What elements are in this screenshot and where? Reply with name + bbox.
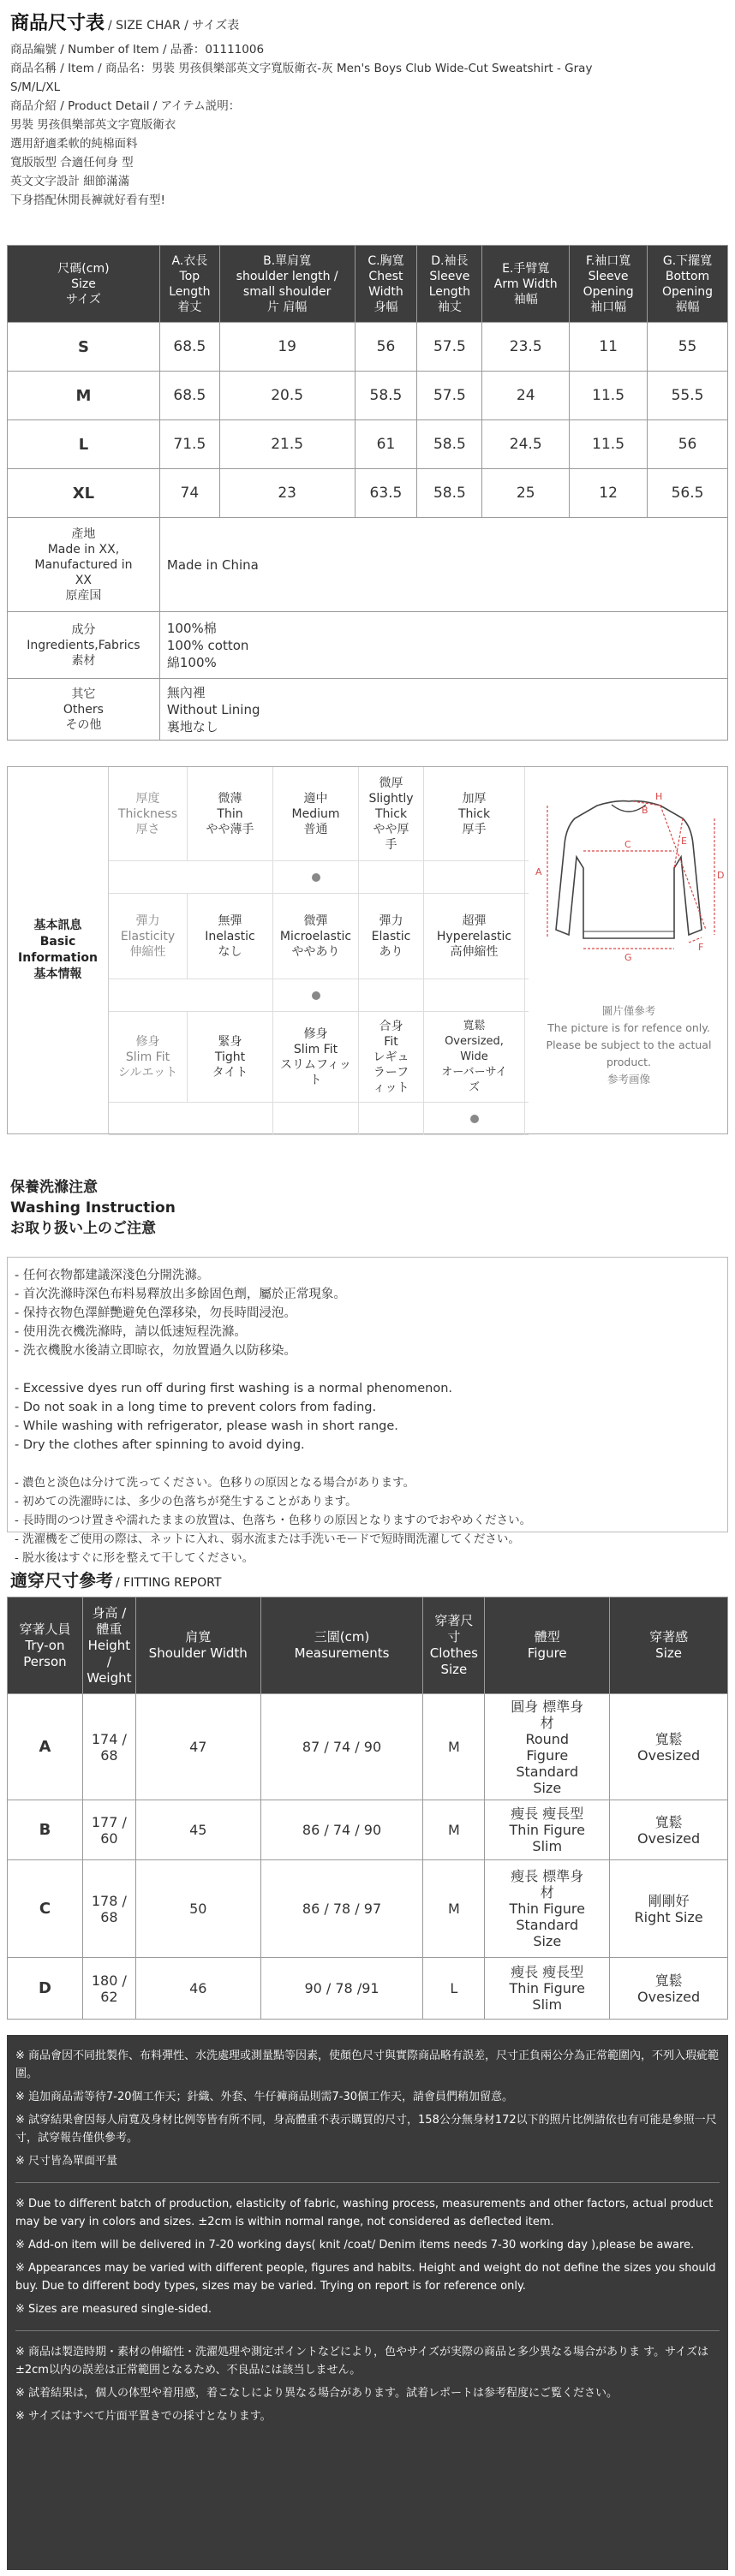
- value-cell: M: [423, 1800, 485, 1860]
- note-line: ※ サイズはすべて片面平置きでの採寸となります。: [15, 2410, 272, 2423]
- note-line: ※ Add-on item will be delivered in 7-20 working days( knit /coat/ Denim items needs 7-30 working day ),please be aware.: [15, 2239, 695, 2252]
- value-cell: 86 / 74 / 90: [260, 1800, 423, 1860]
- wash-line: - 初めての洗濯時には、多少の色落ちが発生することがあります。: [15, 1495, 357, 1508]
- fit-option: 緊身 Tight タイト: [188, 1012, 273, 1102]
- header-sleeve-length: D.袖長 Sleeve Length 袖丈: [417, 246, 482, 323]
- material-row: [8, 612, 728, 679]
- header-bottom-opening: G.下擺寬 Bottom Opening 裾幅: [648, 246, 728, 323]
- other-value: 無內裡 Without Lining 裏地なし: [159, 679, 727, 741]
- elasticity-indicator-row: [109, 979, 529, 1012]
- value-cell: 177 / 60: [82, 1800, 135, 1860]
- value-cell: 12: [570, 469, 648, 518]
- value-cell: 剛剛好 Right Size: [610, 1860, 728, 1958]
- indicator-cell: [424, 1103, 525, 1134]
- value-cell: 74: [159, 469, 219, 518]
- value-cell: 55.5: [648, 372, 728, 420]
- table-row: [8, 1694, 728, 1800]
- diagram-letter: H: [655, 791, 663, 802]
- header-chest: C.胸寬 Chest Width 身幅: [355, 246, 417, 323]
- indicator-cell: [188, 979, 273, 1011]
- size-cell: XL: [8, 469, 160, 518]
- value-cell: M: [423, 1694, 485, 1800]
- wash-line: - Dry the clothes after spinning to avoid dying.: [15, 1438, 305, 1452]
- other-row: [8, 679, 728, 741]
- value-cell: 46: [135, 1958, 260, 2020]
- elasticity-option: 微彈 Microelastic ややあり: [273, 894, 359, 979]
- origin-label: 產地 Made in XX, Manufactured in XX 原産国: [8, 518, 160, 612]
- thickness-option: 微薄 Thin やや薄手: [188, 767, 273, 860]
- diagram-letter: B: [642, 805, 648, 816]
- note-line: ※ Due to different batch of production, elasticity of fabric, washing process, measurements and other factors, actual product may be vary in colors and sizes. ±2cm is within normal range, not considered as deflected item.: [15, 2198, 714, 2228]
- indicator-cell: [424, 861, 525, 893]
- thickness-row: [109, 767, 529, 861]
- value-cell: 45: [135, 1800, 260, 1860]
- attribute-grid: [109, 767, 529, 1133]
- value-cell: 圓身 標準身 材 Round Figure Standard Size: [485, 1694, 610, 1800]
- thickness-option: 適中 Medium 普通: [273, 767, 359, 860]
- note-line: ※ 追加商品需等待7-20個工作天；針織、外套、牛仔褲商品則需7-30個工作天，請會員們稍加留意。: [15, 2091, 514, 2103]
- value-cell: 180 / 62: [82, 1958, 135, 2020]
- material-value: 100%棉 100% cotton 綿100%: [159, 612, 727, 679]
- value-cell: 11.5: [570, 372, 648, 420]
- diagram-letter: D: [717, 870, 725, 881]
- value-cell: 58.5: [417, 420, 482, 469]
- diagram-letter: A: [535, 866, 542, 878]
- washing-instructions: [7, 1257, 728, 1565]
- value-cell: 57.5: [417, 323, 482, 372]
- value-cell: L: [423, 1958, 485, 2020]
- indicator-cell: [424, 979, 525, 1011]
- value-cell: 174 / 68: [82, 1694, 135, 1800]
- wash-line: - 洗衣機脫水後請立即晾衣，勿放置過久以防移染。: [15, 1344, 296, 1358]
- size-table-header-row: [8, 246, 728, 323]
- note-line: ※ Sizes are measured single-sided.: [15, 2303, 212, 2316]
- fit-option: 修身 Slim Fit スリムフィッ ト: [273, 1012, 359, 1102]
- note-line: ※ 尺寸皆為單面平量: [15, 2155, 118, 2168]
- elasticity-row: [109, 894, 529, 979]
- basic-info-label: 基本訊息 Basic Information 基本情報: [8, 767, 109, 1133]
- notes-divider: [15, 2182, 720, 2183]
- fit-label: 修身 Slim Fit シルエット: [109, 1012, 188, 1102]
- elasticity-label: 彈力 Elasticity 伸縮性: [109, 894, 188, 979]
- wash-line: - 洗濯機をご使用の際は、ネットに入れ、弱水流または手洗いモードで短時間洗濯してください。: [15, 1532, 520, 1546]
- value-cell: 寬鬆 Ovesized: [610, 1958, 728, 2020]
- info-line: 商品名稱 / Item / 商品名：男裝 男孩俱樂部英文字寬版衛衣-灰 Men's Boys Club Wide-Cut Sweatshirt - Gray: [10, 62, 593, 75]
- header-shoulder: B.單肩寬 shoulder length / small shoulder 片 肩幅: [219, 246, 355, 323]
- wash-line: - 長時間のつけ置きや濡れたままの放置は、色落ち・色移りの原因となりますのでおやめください。: [15, 1514, 532, 1527]
- title-subtitle: / SIZE CHAR / サイズ表: [108, 19, 240, 33]
- selected-dot-icon: [470, 1115, 479, 1123]
- indicator-cell: [273, 1103, 359, 1134]
- value-cell: 25: [482, 469, 570, 518]
- table-row: [8, 323, 728, 372]
- fit-option: 合身 Fit レギュ ラーフ ィット: [359, 1012, 424, 1102]
- value-cell: 47: [135, 1694, 260, 1800]
- value-cell: 23.5: [482, 323, 570, 372]
- value-cell: 23: [219, 469, 355, 518]
- person-cell: B: [8, 1800, 83, 1860]
- thickness-indicator-row: [109, 861, 529, 894]
- value-cell: M: [423, 1860, 485, 1958]
- info-line: 下身搭配休閒長褲就好看有型!: [10, 193, 165, 207]
- value-cell: 20.5: [219, 372, 355, 420]
- header-height-weight: 身高 / 體重 Height / Weight: [82, 1597, 135, 1694]
- diagram-letter: E: [681, 836, 687, 847]
- wash-line: - 使用洗衣機洗滌時，請以低速短程洗滌。: [15, 1325, 247, 1339]
- table-row: [8, 420, 728, 469]
- value-cell: 55: [648, 323, 728, 372]
- value-cell: 50: [135, 1860, 260, 1958]
- diagram-caption: 圖片僅參考 The picture is for refence only. Please be subject to the actual product. 参考画像: [546, 1004, 712, 1086]
- indicator-cell: [188, 861, 273, 893]
- header-size: 尺碼(cm) Size サイズ: [8, 246, 160, 323]
- value-cell: 58.5: [417, 469, 482, 518]
- wash-line: - 濃色と淡色は分けて洗ってください。色移りの原因となる場合があります。: [15, 1476, 415, 1490]
- notes-divider: [15, 2330, 720, 2331]
- note-line: ※ 商品會因不同批製作、布料彈性、水洗處理或測量點等因素，使顏色尺寸與實際商品略有誤差，尺寸正負兩公分為正常範圍內，不列入瑕疵範圍。: [15, 2049, 720, 2080]
- indicator-cell: [359, 979, 424, 1011]
- wash-line: - 首次洗滌時深色布料易釋放出多餘固色劑，屬於正常現象。: [15, 1288, 346, 1301]
- fit-indicator-row: [109, 1103, 529, 1135]
- size-cell: M: [8, 372, 160, 420]
- selected-dot-icon: [312, 873, 320, 882]
- note-line: ※ 試着結果は，個人の体型や着用感，着こなしにより異なる場合があります。試着レポートは参考程度にご覧ください。: [15, 2387, 618, 2400]
- value-cell: 57.5: [417, 372, 482, 420]
- selected-dot-icon: [312, 991, 320, 1000]
- header-fit-feel: 穿著感 Size: [610, 1597, 728, 1694]
- value-cell: 178 / 68: [82, 1860, 135, 1958]
- thickness-option: 加厚 Thick 厚手: [424, 767, 525, 860]
- info-line: 商品介紹 / Product Detail / アイテム説明：: [10, 99, 241, 113]
- table-row: [8, 1800, 728, 1860]
- indicator-cell: [273, 861, 359, 893]
- diagram-letter: G: [624, 952, 632, 963]
- header-sleeve-opening: F.袖口寬 Sleeve Opening 袖口幅: [570, 246, 648, 323]
- value-cell: 63.5: [355, 469, 417, 518]
- value-cell: 19: [219, 323, 355, 372]
- value-cell: 68.5: [159, 372, 219, 420]
- origin-row: [8, 518, 728, 612]
- value-cell: 56: [648, 420, 728, 469]
- value-cell: 90 / 78 /91: [260, 1958, 423, 2020]
- value-cell: 寬鬆 Ovesized: [610, 1800, 728, 1860]
- fit-row: [109, 1012, 529, 1103]
- fitting-title-text: 適穿尺寸參考: [10, 1570, 113, 1591]
- other-label: 其它 Others その他: [8, 679, 160, 741]
- elasticity-option: 超彈 Hyperelastic 高伸縮性: [424, 894, 525, 979]
- value-cell: 瘦長 瘦長型 Thin Figure Slim: [485, 1800, 610, 1860]
- value-cell: 寬鬆 Ovesized: [610, 1694, 728, 1800]
- value-cell: 11: [570, 323, 648, 372]
- table-row: [8, 469, 728, 518]
- value-cell: 61: [355, 420, 417, 469]
- table-row: [8, 1958, 728, 2020]
- indicator-cell: [359, 861, 424, 893]
- elasticity-option: 彈力 Elastic あり: [359, 894, 424, 979]
- value-cell: 68.5: [159, 323, 219, 372]
- indicator-cell: [359, 1103, 424, 1134]
- info-line: 選用舒適柔軟的純棉面料: [10, 137, 138, 151]
- fitting-title: [10, 1567, 221, 1591]
- note-line: ※ 商品は製造時期・素材の伸縮性・洗濯処理や測定ポイントなどにより，色やサイズが実際の商品と多少異なる場合がありま す。サイズは±2cm以内の誤差は正常範囲となるため、不良品には該当しません。: [15, 2346, 709, 2377]
- size-cell: L: [8, 420, 160, 469]
- value-cell: 瘦長 瘦長型 Thin Figure Slim: [485, 1958, 610, 2020]
- size-cell: S: [8, 323, 160, 372]
- fitting-table: [7, 1597, 728, 2020]
- header-top-length: A.衣長 Top Length 着丈: [159, 246, 219, 323]
- info-line: 商品編號 / Number of Item / 品番：01111006: [10, 43, 265, 57]
- wash-line: - 脱水後はすぐに形を整えて干してください。: [15, 1551, 254, 1565]
- value-cell: 11.5: [570, 420, 648, 469]
- header-figure: 體型 Figure: [485, 1597, 610, 1694]
- origin-value: Made in China: [159, 518, 727, 612]
- sweater-diagram-icon: [530, 767, 727, 998]
- person-cell: A: [8, 1694, 83, 1800]
- header-clothes-size: 穿著尺 寸 Clothes Size: [423, 1597, 485, 1694]
- value-cell: 86 / 78 / 97: [260, 1860, 423, 1958]
- washing-title: 保養洗滌注意 Washing Instruction お取り扱い上のご注意: [10, 1179, 176, 1237]
- title-text: 商品尺寸表: [10, 13, 105, 34]
- notes-panel: [7, 2035, 728, 2570]
- table-row: [8, 1860, 728, 1958]
- header-arm-width: E.手臂寬 Arm Width 袖幅: [482, 246, 570, 323]
- wash-line: - 任何衣物都建議深淺色分開洗滌。: [15, 1269, 210, 1282]
- indicator-cell: [188, 1103, 273, 1134]
- info-line: S/M/L/XL: [10, 80, 61, 94]
- person-cell: C: [8, 1860, 83, 1958]
- value-cell: 21.5: [219, 420, 355, 469]
- wash-line: - Excessive dyes run off during first washing is a normal phenomenon.: [15, 1382, 452, 1395]
- fitting-title-sub: / FITTING REPORT: [116, 1576, 222, 1590]
- product-info: [10, 40, 725, 210]
- info-line: 男裝 男孩俱樂部英文字寬版衛衣: [10, 118, 176, 132]
- value-cell: 56.5: [648, 469, 728, 518]
- value-cell: 58.5: [355, 372, 417, 420]
- thickness-option: 微厚 Slightly Thick やや厚 手: [359, 767, 424, 860]
- wash-line: - Do not soak in a long time to prevent colors from fading.: [15, 1401, 377, 1414]
- indicator-cell: [273, 979, 359, 1011]
- fitting-header-row: [8, 1597, 728, 1694]
- person-cell: D: [8, 1958, 83, 2020]
- wash-line: - 保持衣物色澤鮮艷避免色澤移染，勿長時間浸泡。: [15, 1306, 296, 1320]
- value-cell: 24.5: [482, 420, 570, 469]
- value-cell: 56: [355, 323, 417, 372]
- diagram-letter: F: [698, 942, 704, 953]
- elasticity-option: 無彈 Inelastic なし: [188, 894, 273, 979]
- header-person: 穿著人員 Try-on Person: [8, 1597, 83, 1694]
- note-line: ※ Appearances may be varied with different people, figures and habits. Height and weight do not define the sizes you should buy. Due to different body types, sizes may be varied. Trying on report is for reference only.: [15, 2262, 716, 2293]
- basic-info-panel: [7, 766, 728, 1134]
- size-table: [7, 245, 728, 741]
- diagram-letter: C: [624, 839, 631, 850]
- fit-option: 寬鬆 Oversized, Wide オーバーサイ ズ: [424, 1012, 525, 1102]
- sweater-diagram-panel: [530, 767, 727, 1133]
- table-row: [8, 372, 728, 420]
- header-measurements: 三圍(cm) Measurements: [260, 1597, 423, 1694]
- value-cell: 87 / 74 / 90: [260, 1694, 423, 1800]
- info-line: 寬版版型 合適任何身 型: [10, 156, 134, 170]
- value-cell: 瘦長 標準身 材 Thin Figure Standard Size: [485, 1860, 610, 1958]
- wash-line: - While washing with refrigerator, please wash in short range.: [15, 1419, 398, 1433]
- page-title: [10, 9, 725, 35]
- header-shoulder-width: 肩寬 Shoulder Width: [135, 1597, 260, 1694]
- thickness-label: 厚度 Thickness 厚さ: [109, 767, 188, 860]
- header: [0, 0, 735, 210]
- material-label: 成分 Ingredients,Fabrics 素材: [8, 612, 160, 679]
- note-line: ※ 試穿結果會因每人肩寬及身材比例等皆有所不同，身高體重不表示購買的尺寸，158公分無身材172以下的照片比例請依也有可能是參照一尺寸，試穿報告僅供參考。: [15, 2114, 717, 2145]
- value-cell: 71.5: [159, 420, 219, 469]
- info-line: 英文文字設計 細節滿滿: [10, 175, 130, 188]
- value-cell: 24: [482, 372, 570, 420]
